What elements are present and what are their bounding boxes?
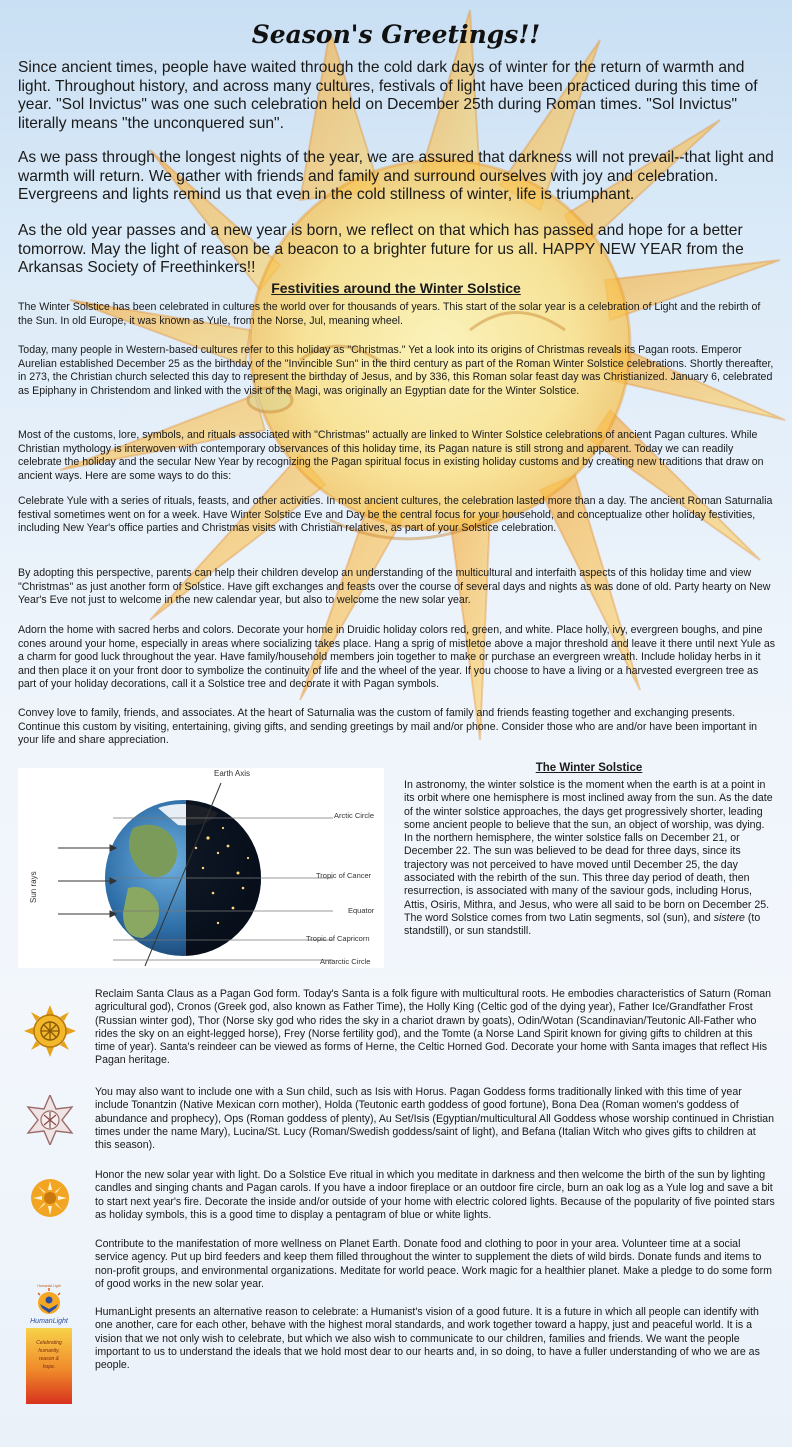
antarctic-circle-label: Antarctic Circle [320,957,371,966]
intro-paragraph-2: As we pass through the longest nights of the year, we are assured that darkness will not prevail--that light and warmth will return. We gather with friends and family and surround ourselves with joy and celebration. Evergreens and lights remind us that even in the cold stillness of winter, life is triumphant. [18,149,774,204]
festivities-paragraph-2: Today, many people in Western-based cultures refer to this holiday as "Christmas." Yet a look into its origins of Christmas reveals its Pagan roots. Emperor Aurelian established December 25 as the birthday of the "Invincible Sun" in the third century as part of the Roman Winter Solstice celebrations. Shortly thereafter, in 273, the Christian church selected this day to represent the birthday of Jesus, and by 336, this Roman solar feast day was Christianized. January 6, celebrated as Epiphany in Christendom and linked with the visit of the Magi, was originally an Egyptian date for the Winter Solstice. [18,344,774,397]
star-emblem-icon [26,1095,74,1145]
tropic-of-capricorn-label: Tropic of Capricorn [306,934,370,943]
festivities-paragraph-1: The Winter Solstice has been celebrated in cultures the world over for thousands of years. This start of the solar year is a celebration of Light and the rebirth of the Sun. In old Europe, it was known as Yule, from the Norse, Jul, meaning wheel. [18,301,761,327]
list-item-wellness: Contribute to the manifestation of more wellness on Planet Earth. Donate food and clothing to poor in your area. Volunteer time at a social service agency. Put up bird feeders and keep them filled throughout the winter to supplement the diets of wild birds. Donate funds and items to non-profit groups, and environmental organizations. Meditate for world peace. Work magic for a healthier planet. Make a pledge to do some form of good works in the new solar year. [95,1238,772,1290]
list-item-solar-year: Honor the new solar year with light. Do a Solstice Eve ritual in which you meditate in darkness and then welcome the birth of the sun by lighting candles and singing chants and Pagan carols. If you have a indoor fireplace or an outdoor fire circle, burn an oak log as a Yule log and save a bit to start next year's fire. Decorate the inside and/or outside of your home with electric colored lights. Because of the popularity of five pointed stars as holiday symbols, this is a good time to display a pentagram of blue or white lights. [95,1169,775,1221]
humanlight-logo [26,1282,72,1404]
sistere-word: sistere [713,911,745,924]
golden-wheel-icon [24,1005,76,1057]
list-item-humanlight: HumanLight presents an alternative reason to celebrate: a Humanist's vision of a good future. It is a future in which all people can identify with one another, care for each other, behave with the highest moral standards, and work together toward a happy, just and peaceful world. It is a vision that we not only wish to celebrate, but which we also wish to communicate to our children, families and friends. We want the people important to us to understand the ideals that we hold most dear to our hearts and, in so doing, to have a fuller understanding of who we are as people. [95,1306,760,1372]
intro-paragraph-3: As the old year passes and a new year is born, we reflect on that which has passed and hope for a better tomorrow. May the light of reason be a beacon to a brighter future for us all. HAPPY NEW YEAR from the Arkansas Society of Freethinkers!! [18,222,744,277]
tropic-of-cancer-label: Tropic of Cancer [316,871,372,880]
festivities-paragraph-4: Celebrate Yule with a series of rituals, feasts, and other activities. In most ancient cultures, the celebration lasted more than a day. The ancient Roman Saturnalia festival sometimes went on for a week. Have Winter Solstice Eve and Day be the central focus for your household, and conceptualize other holiday festivities, including New Year's office parties and Christmas visits with Christian relatives, as part of your Solstice celebration. [18,495,773,535]
winter-solstice-heading: The Winter Solstice [535,762,643,774]
winter-solstice-text-a: In astronomy, the winter solstice is the moment when the earth is at a point in its orbit where one hemisphere is most inclined away from the sun. As the date of the winter solstice approaches, the days get progressively shorter, leading some ancient people to believe that the sun, an object of worship, was dying. In the northern hemisphere, the winter solstice falls on December 21, or December 22. The sun was believed to be dead for three days, since its trajectory was not perceived to have moved until December 25, the day associated with the rebirth of the sun. This three day period of death, then resurrection, is associated with many of the saviour gods, including Horus, Attis, Osiris, Mithra, and Jesus, who were all said to be born on December 25. The word Solstice comes from two Latin segments, sol (sun), and [404,779,773,924]
earth-axis-label: Earth Axis [214,769,251,778]
festivities-paragraph-5: By adopting this perspective, parents can help their children develop an understanding of the multicultural and interfaith aspects of this holiday time and view "Christmas" as just another form of Solstice. Have gift exchanges and feasts over the course of several days and nights as was done of old. Party hearty on New Year's Eve not just to welcome in the new calendar year, but also to welcome the new solar year. [18,567,771,607]
winter-solstice-text-b: (to standstill), or sun standstill. [404,911,761,938]
humanlight-tagline-2: humanity, [38,1348,60,1354]
festivities-paragraph-6: Adorn the home with sacred herbs and colors. Decorate your home in Druidic holiday colors red, green, and white. Place holly, ivy, evergreen boughs, and pine cones around your home, especially in areas where socializing takes place. Hang a sprig of mistletoe above a major threshold and leave it there until next Yule as a charm for good luck throughout the year. Have family/household members join together to make or purchase an evergreen wreath. Include holiday herbs in it and then place it on your front door to symbolize the continuity of life and the wheel of the year. If you choose to have a living or a harvested evergreen tree as part of your holiday decorations, call it a Solstice tree and decorate it with Pagan symbols. [18,624,776,691]
equator-label: Equator [348,906,375,915]
humanlight-tagline-3: reason & [38,1356,60,1362]
earth-axis-diagram [18,768,384,968]
arctic-circle-label: Arctic Circle [334,811,375,820]
page-title: Season's Greetings!! [251,20,541,49]
intro-paragraph-1: Since ancient times, people have waited through the cold dark days of winter for the return of warmth and light. Throughout history, and across many cultures, festivals of light have been practiced during this time of year. "Sol Invictus" was one such celebration held on December 25th during Roman times. "Sol Invictus" literally means "the unconquered sun". [18,59,758,132]
humanlight-figure [38,1288,60,1314]
festivities-paragraph-3: Most of the customs, lore, symbols, and rituals associated with "Christmas" actually are linked to Winter Solstice celebrations of ancient Pagan cultures. While Christian mythology is interwoven with contemporary observances of this holiday time, its Pagan nature is still strong and apparent. Today we can readily celebrate the holiday and the secular New Year by recognizing the Pagan spiritual focus in existing holiday customs and by creating new traditions that draw on ancient ways. Here are some ways to do this: [18,429,764,482]
sun-ray-arrows [58,845,116,917]
humanlight-tagline-1: Celebrating [36,1340,62,1346]
list-item-santa: Reclaim Santa Claus as a Pagan God form. Today's Santa is a folk figure with multicultural roots. He embodies characteristics of Saturn (Roman agricultural god), Cronos (Greek god, also known as Father Time), the Holly King (Celtic god of the dying year), Father Ice/Grandfather Frost (Russian winter god), Thor (Norse sky god who rides the sky in a chariot drawn by goats), Odin/Wotan (Scandinavian/Teutonic All-Father who rides the sky on an eight-legged horse), Frey (Norse fertility god), and the Tomte (a Norse Land Spirit known for giving gifts to children at this time of year). Santa's reindeer can be viewed as forms of Herne, the Celtic Horned God. Decorate your home with Santa images that reflect His Pagan heritage. [95,988,772,1067]
sun-rays-label: Sun rays [29,871,38,903]
festivities-heading: Festivities around the Winter Solstice [271,280,521,296]
sun-disc-icon [30,1178,70,1218]
winter-solstice-text [404,779,776,939]
humanlight-tagline-4: hope. [42,1364,56,1370]
humanlight-name: HumanLight [30,1318,68,1325]
festivities-paragraph-7: Convey love to family, friends, and associates. At the heart of Saturnalia was the custom of family and friends feasting together and exchanging presents. Continue this custom by visiting, entertaining, giving gifts, and sending greetings by mail and/or phone. Consider those who are and/or have been important in your life and share appreciation. [18,707,758,747]
humanlight-small-text: Humanist Light [37,1284,61,1288]
list-item-goddess: You may also want to include one with a Sun child, such as Isis with Horus. Pagan Goddess forms traditionally linked with this time of year include Tonantzin (Native Mexican corn mother), Holda (Teutonic earth goddess of good fortune), Bona Dea (Roman women's goddess of abundance and prophecy), Ops (Roman goddess of plenty), Au Set/Isis (Egyptian/multicultural All Goddess whose worship continued in Christian times under the name Mary), Lucina/St. Lucy (Roman/Swedish goddess/saint of light), and Befana (Italian Witch who gives gifts to children at this season). [95,1086,774,1152]
